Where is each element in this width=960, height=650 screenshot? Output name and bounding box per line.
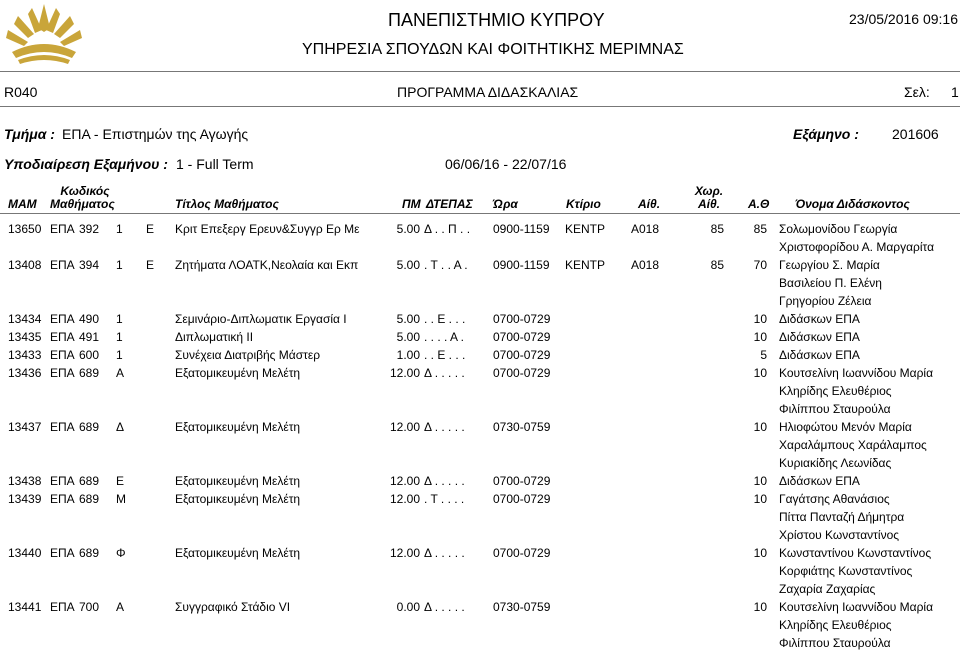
row-ath: 10 <box>753 474 767 488</box>
page-label: Σελ: <box>904 84 930 100</box>
col-hour: Ώρα <box>493 197 518 211</box>
row-mam: 13440 <box>8 546 42 560</box>
print-datetime: 23/05/2016 09:16 <box>849 11 958 27</box>
row-instructor: Φιλίππου Σταυρούλα <box>779 636 891 650</box>
university-name: ΠΑΝΕΠΙΣΤΗΜΙΟ ΚΥΠΡΟΥ <box>388 10 605 30</box>
row-instructor: Χαραλάμπους Χαράλαμπος <box>779 438 927 452</box>
row-hour: 0730-0759 <box>493 420 551 434</box>
col-room: Αίθ. <box>638 197 661 211</box>
row-instructor: Κουτσελίνη Ιωαννίδου Μαρία <box>779 600 934 614</box>
row-title: Συγγραφικό Στάδιο VI <box>175 600 291 614</box>
row-sec: Δ <box>116 420 125 434</box>
row-sec: Α <box>116 366 125 380</box>
row-instructor: Κληρίδης Ελευθέριος <box>779 384 892 398</box>
row-ath: 10 <box>753 492 767 506</box>
row-instructor: Διδάσκων ΕΠΑ <box>779 348 860 362</box>
semester-value: 201606 <box>892 126 939 142</box>
row-mam: 13441 <box>8 600 42 614</box>
row-num: 689 <box>79 546 100 560</box>
row-dept: ΕΠΑ <box>50 600 75 614</box>
row-typ: Ε <box>146 258 155 272</box>
row-sec: 1 <box>116 312 123 326</box>
col-title: Τίτλος Μαθήματος <box>175 197 279 211</box>
report-code: R040 <box>4 84 38 100</box>
row-pm: 5.00 <box>396 258 420 272</box>
row-pm: 5.00 <box>396 312 420 326</box>
col-capacity-top: Χωρ. <box>694 184 724 198</box>
row-building: ΚΕΝΤΡ <box>565 222 606 236</box>
row-title: Ζητήματα ΛΟΑΤΚ,Νεολαία και Εκπ <box>175 258 359 272</box>
col-code-top: Κωδικός <box>60 184 110 198</box>
page-number: 1 <box>951 84 959 100</box>
row-hour: 0700-0729 <box>493 492 551 506</box>
report-divider <box>0 106 960 107</box>
row-pm: 1.00 <box>396 348 420 362</box>
row-hour: 0700-0729 <box>493 348 551 362</box>
row-instructor: Ηλιοφώτου Μενόν Μαρία <box>779 420 912 434</box>
row-ath: 10 <box>753 330 767 344</box>
row-sec: 1 <box>116 348 123 362</box>
department-value: ΕΠΑ - Επιστημών της Αγωγής <box>62 126 249 142</box>
row-dept: ΕΠΑ <box>50 348 75 362</box>
row-title: Σεμινάριο-Διπλωματικ Εργασία Ι <box>175 312 347 326</box>
row-title: Διπλωματική ΙΙ <box>175 330 254 344</box>
row-num: 490 <box>79 312 100 326</box>
row-days: Δ . . . . . <box>424 474 465 488</box>
row-instructor: Διδάσκων ΕΠΑ <box>779 312 860 326</box>
date-range: 06/06/16 - 22/07/16 <box>445 156 567 172</box>
row-title: Κριτ Επεξεργ Ερευν&Συγγρ Ερ Με <box>175 222 360 236</box>
row-mam: 13650 <box>8 222 42 236</box>
row-ath: 85 <box>753 222 767 236</box>
row-sec: 1 <box>116 222 123 236</box>
row-hour: 0730-0759 <box>493 600 551 614</box>
row-num: 600 <box>79 348 100 362</box>
row-hour: 0900-1159 <box>493 258 550 272</box>
row-ath: 5 <box>760 348 767 362</box>
semester-label: Εξάμηνο : <box>793 126 859 142</box>
row-num: 700 <box>79 600 100 614</box>
row-hour: 0900-1159 <box>493 222 550 236</box>
row-room: Α018 <box>631 258 660 272</box>
row-instructor: Χρίστου Κωνσταντίνος <box>779 528 900 542</box>
row-room: Α018 <box>631 222 660 236</box>
university-logo <box>4 2 84 68</box>
row-num: 689 <box>79 474 100 488</box>
row-days: Δ . . Π . . <box>424 222 471 236</box>
row-typ: Ε <box>146 222 155 236</box>
row-ath: 10 <box>753 312 767 326</box>
row-instructor: Διδάσκων ΕΠΑ <box>779 474 860 488</box>
row-num: 689 <box>79 366 100 380</box>
row-pm: 12.00 <box>389 420 420 434</box>
row-pm: 12.00 <box>389 546 420 560</box>
row-num: 394 <box>79 258 100 272</box>
row-mam: 13435 <box>8 330 42 344</box>
col-mam: ΜΑΜ <box>8 197 37 211</box>
subdivision-label: Υποδιαίρεση Εξαμήνου : <box>4 156 168 172</box>
row-mam: 13408 <box>8 258 42 272</box>
col-instructor: Όνομα Διδάσκοντος <box>795 197 910 211</box>
row-dept: ΕΠΑ <box>50 474 75 488</box>
row-mam: 13433 <box>8 348 42 362</box>
row-hour: 0700-0729 <box>493 366 551 380</box>
row-instructor: Κληρίδης Ελευθέριος <box>779 618 892 632</box>
col-capacity-bottom: Αίθ. <box>697 197 721 211</box>
row-dept: ΕΠΑ <box>50 420 75 434</box>
row-ath: 10 <box>753 546 767 560</box>
row-dept: ΕΠΑ <box>50 330 75 344</box>
row-instructor: Γαγάτσης Αθανάσιος <box>779 492 890 506</box>
service-name: ΥΠΗΡΕΣΙΑ ΣΠΟΥΔΩΝ ΚΑΙ ΦΟΙΤΗΤΙΚΗΣ ΜΕΡΙΜΝΑΣ <box>302 41 684 58</box>
row-pm: 12.00 <box>389 366 420 380</box>
row-dept: ΕΠΑ <box>50 366 75 380</box>
row-hour: 0700-0729 <box>493 546 551 560</box>
row-instructor: Ζαχαρία Ζαχαρίας <box>779 582 876 596</box>
row-mam: 13436 <box>8 366 42 380</box>
row-days: . Τ . . Α . <box>424 258 468 272</box>
row-instructor: Σολωμονίδου Γεωργία <box>779 222 898 236</box>
row-instructor: Γεωργίου Σ. Μαρία <box>779 258 880 272</box>
row-mam: 13437 <box>8 420 42 434</box>
row-sec: Μ <box>116 492 126 506</box>
row-pm: 5.00 <box>396 330 420 344</box>
row-title: Συνέχεια Διατριβής Μάστερ <box>175 348 321 362</box>
header-divider <box>0 71 960 72</box>
col-building: Κτίριο <box>566 197 601 211</box>
row-mam: 13439 <box>8 492 42 506</box>
row-ath: 10 <box>753 600 767 614</box>
row-days: . . Ε . . . <box>424 348 466 362</box>
row-mam: 13434 <box>8 312 42 326</box>
row-title: Εξατομικευμένη Μελέτη <box>175 420 301 434</box>
row-hour: 0700-0729 <box>493 312 551 326</box>
col-ath: Α.Θ <box>748 197 770 211</box>
row-instructor: Κυριακίδης Λεωνίδας <box>779 456 892 470</box>
department-label: Τμήμα : <box>4 126 55 142</box>
row-instructor: Χριστοφορίδου Α. Μαργαρίτα <box>779 240 935 254</box>
row-dept: ΕΠΑ <box>50 222 75 236</box>
row-sec: Φ <box>116 546 126 560</box>
col-days: ΔΤΕΠΑΣ <box>426 197 473 211</box>
row-cap: 85 <box>710 222 724 236</box>
row-pm: 12.00 <box>389 474 420 488</box>
row-mam: 13438 <box>8 474 42 488</box>
row-days: Δ . . . . . <box>424 420 465 434</box>
row-title: Εξατομικευμένη Μελέτη <box>175 474 301 488</box>
row-days: Δ . . . . . <box>424 600 465 614</box>
row-num: 491 <box>79 330 100 344</box>
row-pm: 5.00 <box>396 222 420 236</box>
row-sec: Α <box>116 600 125 614</box>
row-num: 689 <box>79 492 100 506</box>
row-instructor: Κωνσταντίνου Κωνσταντίνος <box>779 546 932 560</box>
row-sec: Ε <box>116 474 125 488</box>
row-num: 689 <box>79 420 100 434</box>
table-header-divider <box>0 213 960 214</box>
row-ath: 10 <box>753 366 767 380</box>
col-code-bottom: Μαθήματος <box>50 197 115 211</box>
col-pm: ΠΜ <box>402 197 421 211</box>
row-title: Εξατομικευμένη Μελέτη <box>175 366 301 380</box>
row-instructor: Γρηγορίου Ζέλεια <box>779 294 872 308</box>
row-days: Δ . . . . . <box>424 366 465 380</box>
row-sec: 1 <box>116 330 123 344</box>
row-pm: 0.00 <box>396 600 420 614</box>
row-instructor: Κουτσελίνη Ιωαννίδου Μαρία <box>779 366 934 380</box>
row-days: . . Ε . . . <box>424 312 466 326</box>
row-instructor: Βασιλείου Π. Ελένη <box>779 276 882 290</box>
row-cap: 85 <box>710 258 724 272</box>
row-dept: ΕΠΑ <box>50 258 75 272</box>
row-hour: 0700-0729 <box>493 330 551 344</box>
row-title: Εξατομικευμένη Μελέτη <box>175 546 301 560</box>
row-instructor: Διδάσκων ΕΠΑ <box>779 330 860 344</box>
subdivision-value: 1 - Full Term <box>176 156 254 172</box>
row-hour: 0700-0729 <box>493 474 551 488</box>
row-ath: 70 <box>753 258 767 272</box>
row-dept: ΕΠΑ <box>50 492 75 506</box>
row-days: . Τ . . . . <box>424 492 465 506</box>
row-title: Εξατομικευμένη Μελέτη <box>175 492 301 506</box>
row-building: ΚΕΝΤΡ <box>565 258 606 272</box>
row-dept: ΕΠΑ <box>50 312 75 326</box>
row-instructor: Φιλίππου Σταυρούλα <box>779 402 891 416</box>
row-sec: 1 <box>116 258 123 272</box>
report-title: ΠΡΟΓΡΑΜΜΑ ΔΙΔΑΣΚΑΛΙΑΣ <box>397 84 579 100</box>
row-days: . . . . Α . <box>424 330 465 344</box>
row-pm: 12.00 <box>389 492 420 506</box>
row-instructor: Πίττα Πανταζή Δήμητρα <box>779 510 905 524</box>
row-dept: ΕΠΑ <box>50 546 75 560</box>
row-days: Δ . . . . . <box>424 546 465 560</box>
row-ath: 10 <box>753 420 767 434</box>
row-num: 392 <box>79 222 100 236</box>
row-instructor: Κορφιάτης Κωνσταντίνος <box>779 564 913 578</box>
